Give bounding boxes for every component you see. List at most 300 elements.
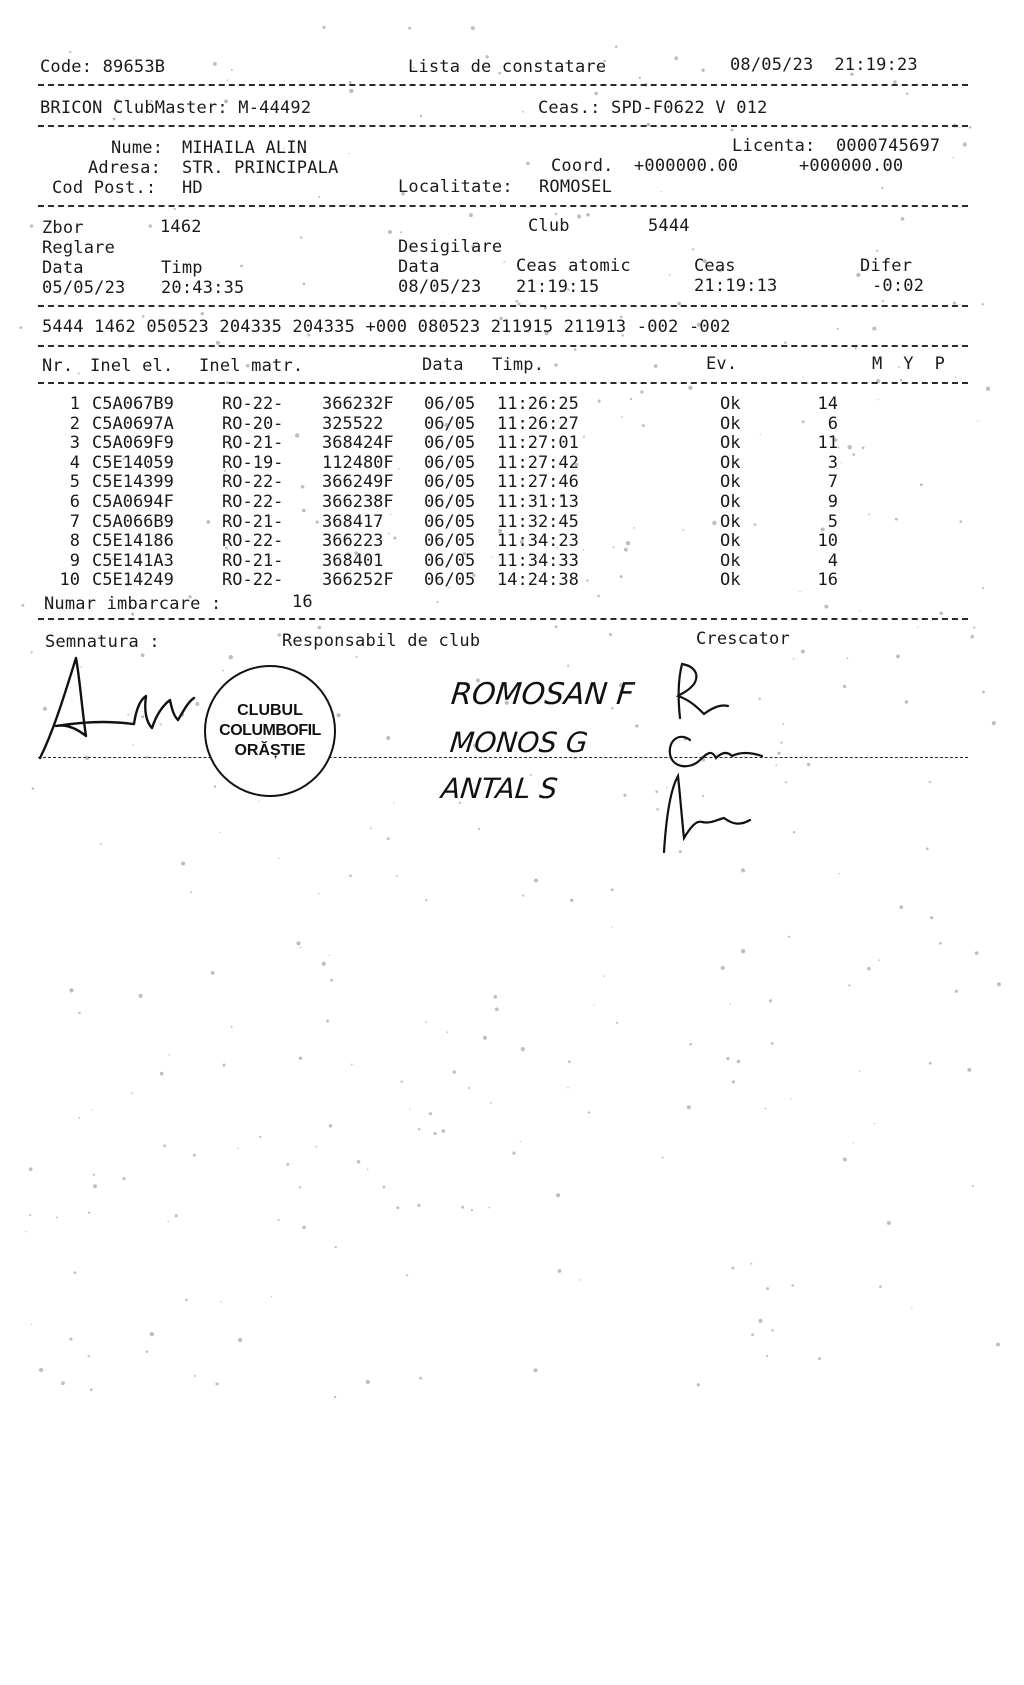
cell-position: 6 xyxy=(827,413,838,434)
divider xyxy=(38,84,968,86)
scan-speck xyxy=(93,1174,95,1176)
cell-date: 06/05 xyxy=(424,531,476,552)
cell-event: Ok xyxy=(720,570,741,591)
scan-speck xyxy=(533,1368,537,1372)
scan-speck xyxy=(471,1209,473,1211)
scan-speck xyxy=(315,1146,317,1148)
stamp-line: COLUMBOFIL xyxy=(219,722,321,739)
scan-speck xyxy=(318,626,322,630)
scan-speck xyxy=(906,93,909,96)
desig-date: 08/05/23 xyxy=(398,277,482,297)
scan-speck xyxy=(818,1357,821,1360)
scan-speck xyxy=(926,847,929,850)
scan-speck xyxy=(442,1129,446,1133)
licence-number: 0000745697 xyxy=(836,136,941,156)
scan-speck xyxy=(396,875,398,877)
cell-nr: 5 xyxy=(69,472,80,493)
reglare-date-label: Data xyxy=(42,258,84,278)
scan-speck xyxy=(847,657,849,659)
cell-time: 11:27:42 xyxy=(497,452,579,473)
scan-speck xyxy=(721,966,725,970)
cell-electronic-ring: C5A0694F xyxy=(92,492,174,512)
scan-speck xyxy=(660,191,661,192)
fancier-name: MIHAILA ALIN xyxy=(182,138,308,158)
scan-speck xyxy=(788,936,790,938)
cell-event: Ok xyxy=(720,531,741,552)
scan-speck xyxy=(31,651,33,653)
stamp-line: CLUBUL xyxy=(237,702,303,719)
licence-label: Licenta: xyxy=(732,136,816,156)
cell-time: 14:24:38 xyxy=(497,570,579,591)
clock-id: Ceas.: SPD-F0622 V 012 xyxy=(538,98,768,118)
cell-nr: 10 xyxy=(59,570,80,591)
scan-speck xyxy=(425,1021,427,1023)
scan-speck xyxy=(61,1381,65,1385)
scan-speck xyxy=(185,1299,187,1301)
scan-speck xyxy=(692,248,694,250)
cell-time: 11:34:23 xyxy=(497,531,579,552)
scan-speck xyxy=(91,1109,92,1110)
scan-speck xyxy=(867,967,871,971)
cell-date: 06/05 xyxy=(424,472,476,493)
scan-speck xyxy=(259,800,260,801)
desigilare-label: Desigilare xyxy=(398,237,503,257)
scan-speck xyxy=(122,1177,125,1180)
scan-speck xyxy=(876,250,878,252)
scan-speck xyxy=(887,1221,891,1225)
scan-speck xyxy=(879,1285,882,1288)
scan-speck xyxy=(220,1301,221,1302)
scan-speck xyxy=(839,873,840,874)
locality-label: Localitate: xyxy=(398,177,513,197)
scan-speck xyxy=(930,916,933,919)
scan-speck xyxy=(19,326,22,329)
scan-speck xyxy=(882,300,884,302)
scan-speck xyxy=(387,837,390,840)
scan-speck xyxy=(211,971,215,975)
cell-date: 06/05 xyxy=(424,570,476,591)
scan-speck xyxy=(972,1185,974,1187)
scan-speck xyxy=(175,1214,178,1217)
scan-speck xyxy=(967,1068,971,1072)
scan-speck xyxy=(406,1274,408,1276)
cell-event: Ok xyxy=(720,433,741,454)
cell-event: Ok xyxy=(720,511,741,532)
cell-time: 11:31:13 xyxy=(497,492,579,512)
scan-speck xyxy=(615,45,618,48)
scan-speck xyxy=(88,1211,90,1213)
scan-speck xyxy=(302,1226,306,1230)
scan-speck xyxy=(741,868,745,872)
divider xyxy=(38,345,968,347)
scan-speck xyxy=(278,1219,280,1221)
cell-electronic-ring: C5E14059 xyxy=(92,452,174,473)
scan-speck xyxy=(388,230,392,234)
scan-speck xyxy=(982,303,984,305)
scan-speck xyxy=(278,858,279,859)
scan-speck xyxy=(318,196,320,198)
cell-ring-series: RO-22- xyxy=(222,531,284,552)
scan-speck xyxy=(300,947,302,949)
cell-time: 11:32:45 xyxy=(497,511,579,532)
cell-ring-number: 112480F xyxy=(322,452,394,473)
scan-speck xyxy=(222,670,224,672)
scan-speck xyxy=(436,601,438,603)
scan-speck xyxy=(39,1368,43,1372)
scan-speck xyxy=(555,625,558,628)
scan-speck xyxy=(729,1003,730,1004)
scan-speck xyxy=(554,363,557,366)
scan-speck xyxy=(848,984,850,986)
scan-speck xyxy=(478,828,480,830)
scan-speck xyxy=(393,802,394,803)
cell-ring-number: 368417 xyxy=(322,511,384,532)
flight-number: 1462 xyxy=(160,217,202,237)
cell-position: 7 xyxy=(827,472,838,493)
breeder-label: Crescator xyxy=(696,629,790,649)
scan-speck xyxy=(874,1123,876,1125)
cell-electronic-ring: C5A069F9 xyxy=(92,433,174,454)
scan-speck xyxy=(901,217,905,221)
scan-speck xyxy=(992,721,996,725)
cell-date: 06/05 xyxy=(424,452,476,473)
cell-electronic-ring: C5A066B9 xyxy=(92,511,174,532)
table-row xyxy=(0,570,1024,590)
cell-ring-number: 366232F xyxy=(322,394,394,414)
scan-speck xyxy=(329,1124,332,1127)
cell-ring-number: 368401 xyxy=(322,550,384,571)
cell-event: Ok xyxy=(720,452,741,473)
difference-value: -0:02 xyxy=(872,276,925,296)
cell-ring-number: 366223 xyxy=(322,531,384,552)
scan-speck xyxy=(229,655,233,659)
cell-date: 06/05 xyxy=(424,511,476,532)
scan-speck xyxy=(997,982,1001,986)
scan-speck xyxy=(419,1377,422,1380)
table-row xyxy=(0,414,1024,434)
cell-position: 16 xyxy=(817,570,838,591)
cell-event: Ok xyxy=(720,413,741,434)
software-version: BRICON ClubMaster: M-44492 xyxy=(40,98,312,118)
scan-speck xyxy=(355,656,357,658)
scan-speck xyxy=(150,1332,154,1336)
scan-speck xyxy=(750,1263,752,1265)
scan-speck xyxy=(911,1308,912,1309)
scan-speck xyxy=(366,1380,370,1384)
scan-speck xyxy=(69,51,71,53)
handwritten-name: MONOS G xyxy=(448,726,590,759)
scan-speck xyxy=(146,1350,149,1353)
scan-speck xyxy=(296,941,300,945)
scan-speck xyxy=(326,1020,329,1023)
scan-speck xyxy=(201,312,204,315)
scan-speck xyxy=(503,261,505,263)
cell-ring-number: 366249F xyxy=(322,472,394,493)
scan-speck xyxy=(593,1004,594,1005)
cell-position: 11 xyxy=(817,433,838,454)
scan-speck xyxy=(939,942,942,945)
scan-speck xyxy=(194,1375,196,1377)
scan-speck xyxy=(433,1132,436,1135)
table-row xyxy=(0,394,1024,414)
scan-speck xyxy=(900,379,903,382)
cell-event: Ok xyxy=(720,472,741,493)
cell-nr: 9 xyxy=(69,550,80,571)
scan-speck xyxy=(567,1087,569,1089)
scan-speck xyxy=(468,1087,470,1089)
cell-ring-series: RO-21- xyxy=(222,550,284,571)
cell-time: 11:27:46 xyxy=(497,472,579,493)
divider xyxy=(38,125,968,127)
scan-speck xyxy=(195,702,199,706)
fancier-address: STR. PRINCIPALA xyxy=(182,158,339,178)
scan-speck xyxy=(896,654,900,658)
scan-speck xyxy=(512,1152,515,1155)
scan-speck xyxy=(955,377,957,379)
scan-speck xyxy=(90,1388,93,1391)
scan-speck xyxy=(801,650,805,654)
scan-speck xyxy=(349,874,352,877)
scan-speck xyxy=(766,1287,769,1290)
cell-electronic-ring: C5E14186 xyxy=(92,531,174,552)
scan-speck xyxy=(929,781,931,783)
scan-speck xyxy=(215,1382,218,1385)
cell-ring-series: RO-21- xyxy=(222,433,284,454)
cell-event: Ok xyxy=(720,492,741,512)
cell-position: 10 xyxy=(817,531,838,552)
cell-ring-series: RO-20- xyxy=(222,413,284,434)
scan-speck xyxy=(639,77,641,79)
scan-speck xyxy=(418,1128,420,1130)
scan-speck xyxy=(227,79,229,81)
scan-speck xyxy=(843,685,846,688)
scan-speck xyxy=(771,1042,774,1045)
scan-speck xyxy=(139,994,143,998)
scan-speck xyxy=(603,975,604,976)
reglare-time-label: Timp xyxy=(161,258,203,278)
scan-speck xyxy=(357,1160,361,1164)
cell-time: 11:27:01 xyxy=(497,433,579,454)
scan-speck xyxy=(872,327,876,331)
scan-speck xyxy=(758,1319,762,1323)
cell-ring-series: RO-19- xyxy=(222,452,284,473)
scan-speck xyxy=(654,364,658,368)
scan-speck xyxy=(611,926,612,927)
scan-speck xyxy=(669,274,671,276)
scan-speck xyxy=(579,1279,580,1280)
cell-position: 14 xyxy=(817,394,838,414)
scan-speck xyxy=(881,187,883,189)
col-ring-number: Inel matr. xyxy=(199,356,304,376)
scan-speck xyxy=(278,633,282,637)
scan-speck xyxy=(386,736,390,740)
scan-speck xyxy=(78,372,80,374)
stamp-line: ORĂȘTIE xyxy=(234,742,306,759)
difference-label: Difer xyxy=(860,256,913,276)
scan-speck xyxy=(878,959,880,961)
scan-speck xyxy=(824,605,828,609)
scan-speck xyxy=(408,27,411,30)
scan-speck xyxy=(853,1142,854,1143)
scan-speck xyxy=(963,142,967,146)
scan-speck xyxy=(558,1269,562,1273)
scan-speck xyxy=(336,713,340,717)
scan-speck xyxy=(21,604,24,607)
scan-speck xyxy=(483,1036,487,1040)
cell-position: 4 xyxy=(827,550,838,571)
scan-speck xyxy=(328,955,329,956)
clock-label: Ceas xyxy=(694,256,736,276)
scan-speck xyxy=(969,126,972,129)
scan-speck xyxy=(349,89,353,93)
scan-speck xyxy=(149,224,152,227)
name-label: Nume: xyxy=(111,138,164,158)
scan-speck xyxy=(674,56,678,60)
scan-speck xyxy=(837,328,839,330)
scan-speck xyxy=(973,626,975,628)
scan-speck xyxy=(970,635,974,639)
scan-speck xyxy=(790,1098,791,1099)
col-event: Ev. xyxy=(706,354,738,374)
scan-speck xyxy=(318,893,319,894)
scan-speck xyxy=(556,1193,560,1197)
scan-speck xyxy=(574,348,577,351)
cell-date: 06/05 xyxy=(424,433,476,454)
scan-speck xyxy=(351,1064,353,1066)
scan-speck xyxy=(400,231,402,233)
scan-speck xyxy=(25,1231,26,1232)
postcode: HD xyxy=(182,178,203,198)
scan-speck xyxy=(303,282,306,285)
scan-speck xyxy=(986,387,990,391)
scan-speck xyxy=(769,999,772,1002)
scan-speck xyxy=(322,962,326,966)
document-code: Code: 89653B xyxy=(40,57,166,77)
document-title: Lista de constatare xyxy=(408,57,607,77)
scan-speck xyxy=(30,224,33,227)
scan-speck xyxy=(731,1267,734,1270)
cell-nr: 7 xyxy=(69,511,80,532)
cell-ring-series: RO-21- xyxy=(222,511,284,532)
encoded-flight-line: 5444 1462 050523 204335 204335 +000 080523 211915 211913 -002 -002 xyxy=(42,317,731,337)
cell-ring-series: RO-22- xyxy=(222,492,284,512)
cell-event: Ok xyxy=(720,550,741,571)
handwritten-name: ANTAL S xyxy=(439,772,560,805)
scan-speck xyxy=(515,300,518,303)
scan-speck xyxy=(167,1221,169,1223)
scan-speck xyxy=(231,69,233,71)
scan-speck xyxy=(522,111,524,113)
scan-speck xyxy=(568,1060,571,1063)
cell-nr: 3 xyxy=(69,433,80,454)
scan-speck xyxy=(520,1141,521,1142)
cell-event: Ok xyxy=(720,394,741,414)
scan-speck xyxy=(383,1186,386,1189)
cell-ring-series: RO-22- xyxy=(222,472,284,493)
scan-speck xyxy=(193,1154,196,1157)
scan-speck xyxy=(570,899,573,902)
scan-speck xyxy=(791,1284,794,1287)
scan-speck xyxy=(855,347,857,349)
scan-speck xyxy=(955,990,958,993)
cell-nr: 4 xyxy=(69,452,80,473)
coord-lat: +000000.00 xyxy=(634,156,739,176)
scan-speck xyxy=(160,1072,164,1076)
scan-speck xyxy=(323,690,325,692)
atomic-time: 21:19:15 xyxy=(516,277,600,297)
scan-speck xyxy=(370,827,372,829)
scan-speck xyxy=(929,1062,932,1065)
scan-speck xyxy=(688,386,692,390)
scan-speck xyxy=(616,1022,618,1024)
divider xyxy=(38,205,968,207)
scan-speck xyxy=(611,888,614,891)
cell-electronic-ring: C5E14249 xyxy=(92,570,174,591)
scan-speck xyxy=(521,1047,525,1051)
scan-speck xyxy=(461,1206,464,1209)
locality: ROMOSEL xyxy=(539,177,613,197)
cell-date: 06/05 xyxy=(424,550,476,571)
scan-speck xyxy=(174,208,176,210)
scan-speck xyxy=(32,787,35,790)
postcode-label: Cod Post.: xyxy=(52,178,157,198)
scan-speck xyxy=(609,633,612,636)
scan-speck xyxy=(31,1324,32,1325)
embark-label: Numar imbarcare : xyxy=(44,594,222,614)
clock-time: 21:19:13 xyxy=(694,276,778,296)
club-label: Club xyxy=(528,216,570,236)
col-nr: Nr. xyxy=(42,356,74,376)
cell-date: 06/05 xyxy=(424,492,476,512)
scan-speck xyxy=(522,894,524,896)
scan-speck xyxy=(334,1396,336,1398)
col-time: Timp. xyxy=(492,355,545,375)
scan-speck xyxy=(689,1043,692,1046)
scan-speck xyxy=(300,236,302,238)
table-row xyxy=(0,512,1024,532)
col-date: Data xyxy=(422,355,464,375)
scan-speck xyxy=(802,376,803,377)
table-row xyxy=(0,453,1024,473)
scan-speck xyxy=(271,1296,272,1297)
scan-speck xyxy=(446,1031,448,1033)
scan-speck xyxy=(223,1064,226,1067)
cell-electronic-ring: C5A0697A xyxy=(92,413,174,434)
scan-speck xyxy=(687,1105,691,1109)
scan-speck xyxy=(420,115,422,117)
handwritten-signature xyxy=(36,650,196,760)
scan-speck xyxy=(322,26,325,29)
scan-speck xyxy=(975,951,979,955)
scan-speck xyxy=(588,1111,590,1113)
scan-speck xyxy=(286,1163,289,1166)
reglare-date: 05/05/23 xyxy=(42,278,126,298)
scan-speck xyxy=(737,1060,741,1064)
cell-position: 3 xyxy=(827,452,838,473)
scan-speck xyxy=(469,213,473,217)
scan-speck xyxy=(555,213,558,216)
scan-speck xyxy=(69,1338,72,1341)
embark-count: 16 xyxy=(292,592,313,612)
scan-speck xyxy=(181,861,185,865)
club-number: 5444 xyxy=(648,216,690,236)
cell-position: 5 xyxy=(827,511,838,532)
cell-nr: 2 xyxy=(69,413,80,434)
cell-time: 11:34:33 xyxy=(497,550,579,571)
scan-speck xyxy=(453,1070,456,1073)
cell-ring-number: 325522 xyxy=(322,413,384,434)
handwritten-initials xyxy=(650,660,810,860)
